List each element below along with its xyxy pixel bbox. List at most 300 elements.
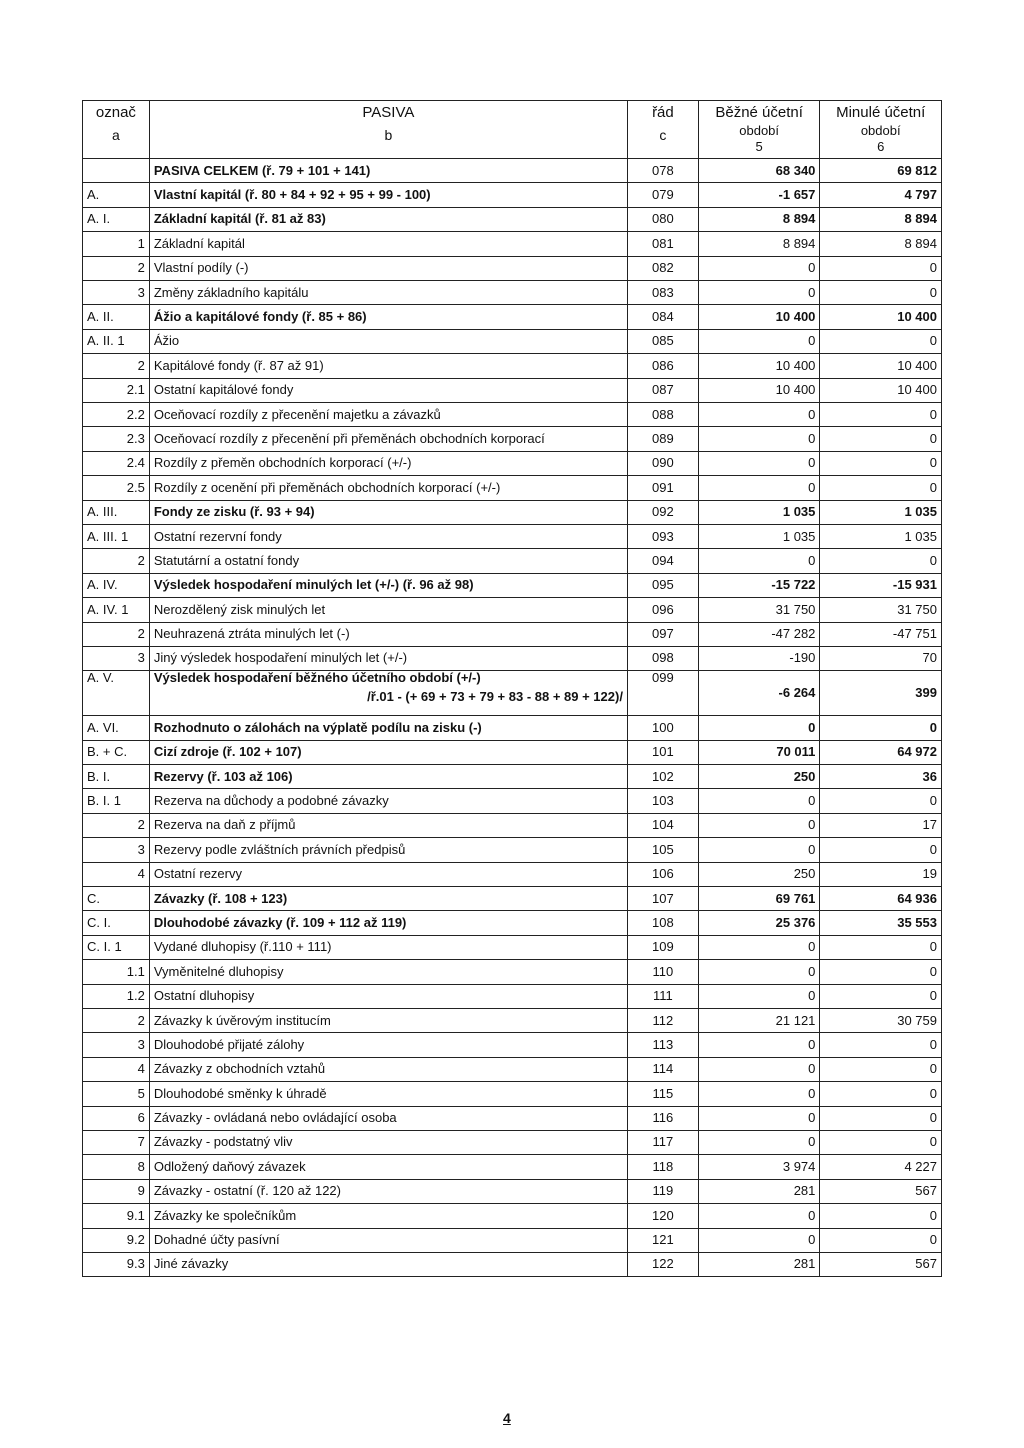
row-name-text: Rezervy podle zvláštních právních předpisů <box>153 841 406 857</box>
row-previous-value: 36 <box>820 765 942 789</box>
row-current-value: 0 <box>698 1082 820 1106</box>
row-name-text: Fondy ze zisku (ř. 93 + 94) <box>153 504 315 520</box>
row-name <box>149 354 627 378</box>
header-current-number: 5 <box>755 138 763 154</box>
row-name-text: Ostatní rezervní fondy <box>153 528 282 544</box>
row-oznac: A. II. 1 <box>83 329 150 353</box>
row-current-value: 0 <box>698 281 820 305</box>
row-code: 091 <box>627 476 698 500</box>
table-row <box>83 232 942 256</box>
row-code: 121 <box>627 1228 698 1252</box>
row-oznac: B. I. 1 <box>83 789 150 813</box>
table-row <box>83 1179 942 1203</box>
header-rad <box>627 101 698 159</box>
row-name <box>149 329 627 353</box>
row-previous-value: 10 400 <box>820 305 942 329</box>
row-name-text: Výsledek hospodaření minulých let (+/-) (ř. 96 až 98) <box>153 577 474 593</box>
row-oznac: A. V. <box>83 671 150 716</box>
row-current-value: 10 400 <box>698 305 820 329</box>
table-row <box>83 451 942 475</box>
row-code: 098 <box>627 646 698 670</box>
row-code: 093 <box>627 524 698 548</box>
row-name-text: Dlouhodobé přijaté zálohy <box>153 1036 305 1052</box>
row-oznac: 7 <box>83 1130 150 1154</box>
table-row <box>83 281 942 305</box>
row-current-value: 0 <box>698 549 820 573</box>
row-code: 090 <box>627 451 698 475</box>
row-code: 109 <box>627 935 698 959</box>
row-name-text: Dohadné účty pasívní <box>153 1232 280 1248</box>
row-previous-value: 4 227 <box>820 1155 942 1179</box>
table-row <box>83 476 942 500</box>
row-name <box>149 451 627 475</box>
row-current-value: 0 <box>698 716 820 740</box>
row-code: 080 <box>627 207 698 231</box>
row-oznac: 2 <box>83 549 150 573</box>
row-current-value: 0 <box>698 813 820 837</box>
row-code: 082 <box>627 256 698 280</box>
row-name-text: PASIVA CELKEM (ř. 79 + 101 + 141) <box>153 162 371 178</box>
row-name-text: Cizí zdroje (ř. 102 + 107) <box>153 744 302 760</box>
row-current-value: 0 <box>698 960 820 984</box>
row-previous-value: 0 <box>820 789 942 813</box>
row-current-value: 1 035 <box>698 500 820 524</box>
row-current-value: 0 <box>698 1057 820 1081</box>
row-name <box>149 1155 627 1179</box>
row-code: 114 <box>627 1057 698 1081</box>
row-previous-value: -15 931 <box>820 573 942 597</box>
row-name-text: Neuhrazená ztráta minulých let (-) <box>153 626 350 642</box>
table-row <box>83 984 942 1008</box>
row-name-text: Jiný výsledek hospodaření minulých let (+/-) <box>153 650 408 666</box>
row-previous-value: 64 936 <box>820 887 942 911</box>
row-name-text: Rozhodnuto o zálohách na výplatě podílu na zisku (-) <box>153 719 482 735</box>
row-name <box>149 500 627 524</box>
row-previous-value: 69 812 <box>820 159 942 183</box>
row-oznac: 1.2 <box>83 984 150 1008</box>
row-name <box>149 573 627 597</box>
row-code: 105 <box>627 838 698 862</box>
table-row <box>83 862 942 886</box>
row-name <box>149 256 627 280</box>
row-code: 081 <box>627 232 698 256</box>
header-oznac-letter: a <box>112 126 120 143</box>
row-name <box>149 960 627 984</box>
table-header-row <box>83 101 942 159</box>
header-oznac <box>83 101 150 159</box>
table-row <box>83 329 942 353</box>
row-name <box>149 281 627 305</box>
table-row <box>83 1155 942 1179</box>
table-row <box>83 256 942 280</box>
row-code: 087 <box>627 378 698 402</box>
header-previous-obdobi: období <box>860 122 901 138</box>
table-row <box>83 887 942 911</box>
row-name-text: Vyměnitelné dluhopisy <box>153 963 284 979</box>
header-previous-label: Minulé účetní <box>836 104 926 121</box>
header-rad-letter: c <box>659 126 667 143</box>
row-name-text: Dlouhodobé závazky (ř. 109 + 112 až 119) <box>153 914 407 930</box>
row-name <box>149 1228 627 1252</box>
row-name-text: Odložený daňový závazek <box>153 1158 306 1174</box>
table-row <box>83 1130 942 1154</box>
header-current-period <box>698 101 820 159</box>
row-name <box>149 646 627 670</box>
row-previous-value: 567 <box>820 1252 942 1276</box>
row-name <box>149 911 627 935</box>
table-row <box>83 1106 942 1130</box>
row-code: 101 <box>627 740 698 764</box>
row-oznac: 1.1 <box>83 960 150 984</box>
row-name-text: Vydané dluhopisy (ř.110 + 111) <box>153 939 332 955</box>
table-row <box>83 573 942 597</box>
row-name <box>149 887 627 911</box>
row-oznac: B. I. <box>83 765 150 789</box>
row-current-value: 8 894 <box>698 207 820 231</box>
row-name <box>149 427 627 451</box>
table-row <box>83 427 942 451</box>
row-name-text: Vlastní podíly (-) <box>153 260 249 276</box>
row-current-value: 0 <box>698 1228 820 1252</box>
row-oznac: 2 <box>83 354 150 378</box>
table-row <box>83 305 942 329</box>
row-current-value: 0 <box>698 1130 820 1154</box>
header-current-label: Běžné účetní <box>715 104 803 121</box>
row-previous-value: 0 <box>820 1106 942 1130</box>
row-current-value: 0 <box>698 329 820 353</box>
row-code: 104 <box>627 813 698 837</box>
table-row <box>83 354 942 378</box>
row-current-value: 70 011 <box>698 740 820 764</box>
row-previous-value: 0 <box>820 960 942 984</box>
row-name-text: Oceňovací rozdíly z přecenění při přeměnách obchodních korporací <box>153 430 545 446</box>
row-oznac: A. III. <box>83 500 150 524</box>
row-current-value: 0 <box>698 1033 820 1057</box>
row-current-value: -190 <box>698 646 820 670</box>
row-oznac: 6 <box>83 1106 150 1130</box>
row-current-value: 0 <box>698 838 820 862</box>
row-oznac: A. I. <box>83 207 150 231</box>
row-oznac: 4 <box>83 1057 150 1081</box>
row-oznac: 3 <box>83 838 150 862</box>
row-current-value: 0 <box>698 1106 820 1130</box>
row-name <box>149 622 627 646</box>
row-oznac: 2.1 <box>83 378 150 402</box>
row-previous-value: 8 894 <box>820 232 942 256</box>
row-previous-value: 1 035 <box>820 524 942 548</box>
row-name <box>149 671 627 716</box>
row-code: 099 <box>627 671 698 716</box>
row-oznac: C. I. <box>83 911 150 935</box>
row-current-value: 0 <box>698 789 820 813</box>
row-name-text: Rozdíly z ocenění při přeměnách obchodních korporací (+/-) <box>153 479 501 495</box>
row-oznac: 4 <box>83 862 150 886</box>
row-previous-value: 64 972 <box>820 740 942 764</box>
row-code: 102 <box>627 765 698 789</box>
table-row <box>83 207 942 231</box>
table-row <box>83 671 942 716</box>
row-name-text: Závazky k úvěrovým institucím <box>153 1012 331 1028</box>
row-code: 108 <box>627 911 698 935</box>
row-oznac: 3 <box>83 1033 150 1057</box>
row-current-value: 281 <box>698 1179 820 1203</box>
row-oznac: 5 <box>83 1082 150 1106</box>
row-code: 079 <box>627 183 698 207</box>
row-name-text: Rezervy (ř. 103 až 106) <box>153 768 293 784</box>
row-code: 084 <box>627 305 698 329</box>
row-oznac: 8 <box>83 1155 150 1179</box>
row-name-text: Rozdíly z přeměn obchodních korporací (+/-) <box>153 455 412 471</box>
row-name-text: Závazky - ostatní (ř. 120 až 122) <box>153 1183 341 1199</box>
table-row <box>83 911 942 935</box>
row-name-text: Závazky (ř. 108 + 123) <box>153 890 288 906</box>
row-name <box>149 549 627 573</box>
table-row <box>83 524 942 548</box>
row-code: 119 <box>627 1179 698 1203</box>
page-number: 4 <box>503 1410 511 1426</box>
row-code: 096 <box>627 598 698 622</box>
row-code: 107 <box>627 887 698 911</box>
row-code: 083 <box>627 281 698 305</box>
header-previous-number: 6 <box>877 138 885 154</box>
row-name-text: Ostatní dluhopisy <box>153 988 255 1004</box>
table-row <box>83 646 942 670</box>
row-current-value: 1 035 <box>698 524 820 548</box>
row-oznac: A. II. <box>83 305 150 329</box>
row-current-value: -1 657 <box>698 183 820 207</box>
row-code: 078 <box>627 159 698 183</box>
row-code: 088 <box>627 403 698 427</box>
row-current-value: 8 894 <box>698 232 820 256</box>
table-row <box>83 789 942 813</box>
row-current-value: 0 <box>698 403 820 427</box>
row-code: 118 <box>627 1155 698 1179</box>
row-current-value: 21 121 <box>698 1008 820 1032</box>
row-name-text: Změny základního kapitálu <box>153 284 309 300</box>
row-name-text: Dlouhodobé směnky k úhradě <box>153 1085 327 1101</box>
row-current-value: 69 761 <box>698 887 820 911</box>
row-code: 116 <box>627 1106 698 1130</box>
row-previous-value: 35 553 <box>820 911 942 935</box>
row-name-text: Ážio a kapitálové fondy (ř. 85 + 86) <box>153 308 367 324</box>
row-current-value: 0 <box>698 984 820 1008</box>
row-previous-value: 19 <box>820 862 942 886</box>
row-current-value: 281 <box>698 1252 820 1276</box>
row-name <box>149 305 627 329</box>
row-current-value: 10 400 <box>698 378 820 402</box>
row-current-value: 0 <box>698 935 820 959</box>
row-name <box>149 403 627 427</box>
row-oznac: 2.5 <box>83 476 150 500</box>
row-name-text: Ážio <box>153 333 180 349</box>
header-oznac-label: označ <box>95 104 136 121</box>
row-previous-value: 0 <box>820 549 942 573</box>
row-name <box>149 984 627 1008</box>
row-oznac: 3 <box>83 281 150 305</box>
row-current-value: 0 <box>698 256 820 280</box>
table-row <box>83 1082 942 1106</box>
table-row <box>83 1008 942 1032</box>
row-oznac <box>83 159 150 183</box>
row-oznac: 9.1 <box>83 1204 150 1228</box>
row-name <box>149 183 627 207</box>
row-code: 085 <box>627 329 698 353</box>
row-current-value: 0 <box>698 427 820 451</box>
table-row <box>83 1228 942 1252</box>
row-name <box>149 813 627 837</box>
row-name <box>149 378 627 402</box>
row-name <box>149 740 627 764</box>
row-previous-value: 0 <box>820 984 942 1008</box>
row-name <box>149 1106 627 1130</box>
row-name <box>149 1082 627 1106</box>
row-current-value: 0 <box>698 1204 820 1228</box>
header-pasiva-letter: b <box>384 126 393 143</box>
row-current-value: 250 <box>698 765 820 789</box>
table-row <box>83 183 942 207</box>
row-formula-text: /ř.01 - (+ 69 + 73 + 79 + 83 - 88 + 89 + 122)/ <box>367 688 623 704</box>
row-name <box>149 1033 627 1057</box>
row-oznac: 2 <box>83 1008 150 1032</box>
table-row <box>83 1033 942 1057</box>
row-name-text: Jiné závazky <box>153 1256 229 1272</box>
row-current-value: 3 974 <box>698 1155 820 1179</box>
row-previous-value: 31 750 <box>820 598 942 622</box>
row-oznac: A. <box>83 183 150 207</box>
table-row <box>83 549 942 573</box>
row-name-text: Statutární a ostatní fondy <box>153 552 300 568</box>
row-code: 095 <box>627 573 698 597</box>
row-name <box>149 716 627 740</box>
row-code: 112 <box>627 1008 698 1032</box>
row-code: 113 <box>627 1033 698 1057</box>
row-oznac: 9.3 <box>83 1252 150 1276</box>
header-current-obdobi: období <box>739 122 780 138</box>
row-name-text: Nerozdělený zisk minulých let <box>153 601 326 617</box>
table-row <box>83 838 942 862</box>
row-name <box>149 862 627 886</box>
row-name <box>149 1204 627 1228</box>
table-row <box>83 740 942 764</box>
row-current-value: 25 376 <box>698 911 820 935</box>
table-row <box>83 935 942 959</box>
header-previous-period <box>820 101 942 159</box>
row-previous-value: 0 <box>820 716 942 740</box>
row-name <box>149 232 627 256</box>
row-previous-value: 0 <box>820 451 942 475</box>
row-previous-value: 0 <box>820 403 942 427</box>
header-rad-label: řád <box>652 104 674 121</box>
header-pasiva-label: PASIVA <box>362 104 415 121</box>
row-code: 115 <box>627 1082 698 1106</box>
table-row <box>83 716 942 740</box>
row-name-text: Ostatní kapitálové fondy <box>153 382 294 398</box>
row-code: 086 <box>627 354 698 378</box>
row-code: 106 <box>627 862 698 886</box>
row-current-value: 0 <box>698 451 820 475</box>
row-name <box>149 598 627 622</box>
row-code: 094 <box>627 549 698 573</box>
row-previous-value: 4 797 <box>820 183 942 207</box>
row-previous-value: 17 <box>820 813 942 837</box>
table-row <box>83 1057 942 1081</box>
table-row <box>83 500 942 524</box>
row-oznac: 9 <box>83 1179 150 1203</box>
row-previous-value: -47 751 <box>820 622 942 646</box>
row-name-text: Závazky - ovládaná nebo ovládající osoba <box>153 1110 397 1126</box>
row-previous-value: 1 035 <box>820 500 942 524</box>
row-previous-value: 30 759 <box>820 1008 942 1032</box>
row-previous-value: 0 <box>820 476 942 500</box>
row-code: 122 <box>627 1252 698 1276</box>
row-oznac: 1 <box>83 232 150 256</box>
table-body <box>83 159 942 1277</box>
row-code: 092 <box>627 500 698 524</box>
row-name <box>149 935 627 959</box>
row-previous-value: 70 <box>820 646 942 670</box>
row-oznac: 9.2 <box>83 1228 150 1252</box>
table-row <box>83 1204 942 1228</box>
row-previous-value: 8 894 <box>820 207 942 231</box>
row-oznac: A. VI. <box>83 716 150 740</box>
row-previous-value: 0 <box>820 1082 942 1106</box>
row-previous-value: 0 <box>820 935 942 959</box>
row-code: 097 <box>627 622 698 646</box>
row-oznac: 2.4 <box>83 451 150 475</box>
row-current-value: 0 <box>698 476 820 500</box>
row-previous-value: 0 <box>820 1130 942 1154</box>
row-previous-value: 0 <box>820 329 942 353</box>
row-name <box>149 1130 627 1154</box>
row-current-value: 68 340 <box>698 159 820 183</box>
row-oznac: 2 <box>83 256 150 280</box>
header-pasiva <box>149 101 627 159</box>
row-previous-value: 0 <box>820 256 942 280</box>
row-oznac: 2 <box>83 813 150 837</box>
row-current-value: 31 750 <box>698 598 820 622</box>
row-previous-value: 0 <box>820 427 942 451</box>
row-previous-value: 0 <box>820 1057 942 1081</box>
table-row <box>83 960 942 984</box>
pasiva-table <box>82 100 942 1277</box>
row-name-text: Závazky ke společníkům <box>153 1207 297 1223</box>
row-current-value: -6 264 <box>698 671 820 716</box>
row-oznac: 2 <box>83 622 150 646</box>
row-name-text: Rezerva na důchody a podobné závazky <box>153 793 389 809</box>
row-name-text: Závazky - podstatný vliv <box>153 1134 293 1150</box>
row-code: 103 <box>627 789 698 813</box>
row-previous-value: 10 400 <box>820 354 942 378</box>
row-code: 117 <box>627 1130 698 1154</box>
table-row <box>83 378 942 402</box>
row-name <box>149 524 627 548</box>
row-oznac: B. + C. <box>83 740 150 764</box>
row-current-value: -47 282 <box>698 622 820 646</box>
row-oznac: 3 <box>83 646 150 670</box>
row-name-text: Oceňovací rozdíly z přecenění majetku a závazků <box>153 406 441 422</box>
row-name <box>149 838 627 862</box>
row-previous-value: 0 <box>820 1204 942 1228</box>
row-name <box>149 1008 627 1032</box>
row-oznac: A. III. 1 <box>83 524 150 548</box>
row-name <box>149 207 627 231</box>
row-name-text: Kapitálové fondy (ř. 87 až 91) <box>153 357 324 373</box>
row-oznac: C. <box>83 887 150 911</box>
row-name-text: Závazky z obchodních vztahů <box>153 1061 326 1077</box>
row-name-text: Základní kapitál (ř. 81 až 83) <box>153 211 326 227</box>
table-row <box>83 765 942 789</box>
row-code: 089 <box>627 427 698 451</box>
